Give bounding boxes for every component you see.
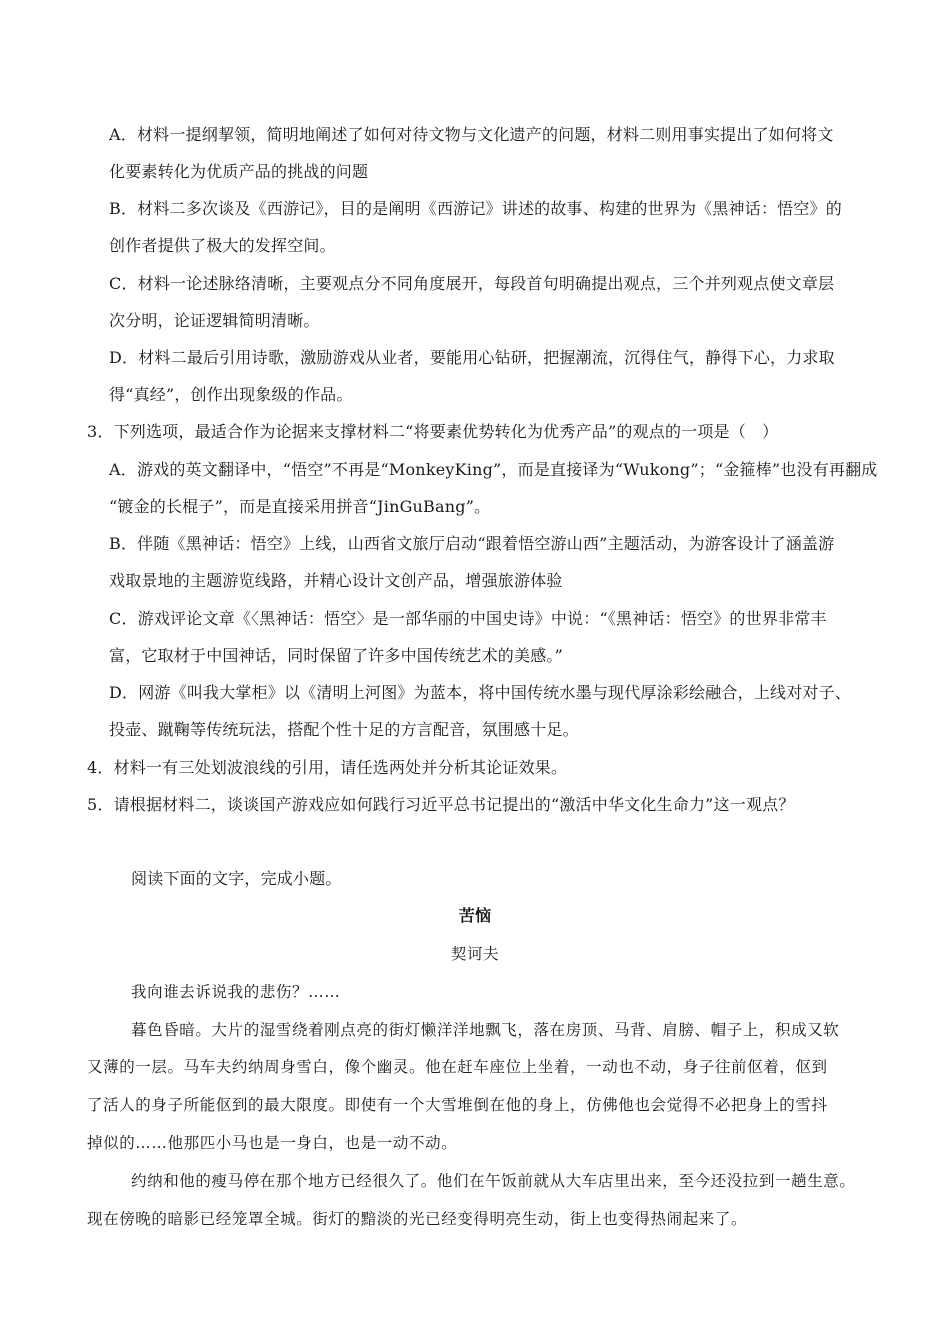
q3-option-b-line1: B．伴随《黑神话：悟空》上线，山西省文旅厅启动“跟着悟空游山西”主题活动，为游客设计了涵盖游 (109, 534, 835, 553)
passage-title: 苦恼 (458, 906, 492, 925)
q4-stem: 4．材料一有三处划波浪线的引用，请任选两处并分析其论证效果。 (87, 758, 568, 777)
passage-para2-line2: 现在傍晚的暗影已经笼罩全城。街灯的黯淡的光已经变得明亮生动，街上也变得热闹起来了。 (87, 1210, 748, 1228)
q3-option-a-line1: A．游戏的英文翻译中，“悟空”不再是“MonkeyKing”，而是直接译为“Wukong”；“金箍棒”也没有再翻成 (109, 460, 878, 479)
q3-option-d-line2: 投壶、蹴鞠等传统玩法，搭配个性十足的方言配音，氛围感十足。 (109, 720, 579, 739)
q3-stem: 3．下列选项，最适合作为论据来支撑材料二“将要素优势转化为优秀产品”的观点的一项是（ ） (87, 422, 779, 441)
q2-option-c-line2: 次分明，论证逻辑简明清晰。 (109, 311, 320, 330)
q5-stem: 5．请根据材料二，谈谈国产游戏应如何践行习近平总书记提出的“激活中华文化生命力”这一观点？ (87, 795, 795, 814)
q2-option-d-line2: 得“真经”，创作出现象级的作品。 (109, 385, 353, 404)
q3-option-c-line1: C．游戏评论文章《〈黑神话：悟空〉是一部华丽的中国史诗》中说：“《黑神话：悟空》的世界非常丰 (109, 609, 827, 628)
passage-para1-line3: 了活人的身子所能伛到的最大限度。即使有一个大雪堆倒在他的身上，仿佛他也会觉得不必把身上的雪抖 (87, 1096, 828, 1114)
passage-para1-line1: 暮色昏暗。大片的湿雪绕着刚点亮的街灯懒洋洋地飘飞，落在房顶、马背、肩膀、帽子上，积成又软 (131, 1021, 840, 1039)
q2-option-c-line1: C．材料一论述脉络清晰，主要观点分不同角度展开，每段首句明确提出观点，三个并列观点使文章层 (109, 274, 835, 293)
passage-para1-line2: 又薄的一层。马车夫约纳周身雪白，像个幽灵。他在赶车座位上坐着，一动也不动，身子往前伛着，伛到 (87, 1058, 828, 1076)
q3-option-a-line2: “镀金的长棍子”，而是直接采用拼音“JinGuBang”。 (109, 497, 491, 516)
passage-para2-line1: 约纳和他的瘦马停在那个地方已经很久了。他们在午饭前就从大车店里出来，至今还没拉到一趟生意。 (131, 1172, 856, 1190)
q2-option-b-line1: B．材料二多次谈及《西游记》，目的是阐明《西游记》讲述的故事、构建的世界为《黑神话：悟空》的 (109, 199, 842, 218)
q3-option-d-line1: D．网游《叫我大掌柜》以《清明上河图》为蓝本，将中国传统水墨与现代厚涂彩绘融合，上线对对子、 (109, 683, 852, 702)
passage-epigraph: 我向谁去诉说我的悲伤？…… (131, 983, 341, 1001)
q3-option-b-line2: 戏取景地的主题游览线路，并精心设计文创产品，增强旅游体验 (109, 571, 563, 590)
passage-author: 契诃夫 (450, 945, 500, 963)
passage-para1-line4: 掉似的……他那匹小马也是一身白，也是一动不动。 (87, 1134, 458, 1152)
q2-option-a-line1: A．材料一提纲挈领，简明地阐述了如何对待文物与文化遗产的问题，材料二则用事实提出了如何将文 (109, 125, 834, 144)
q2-option-a-line2: 化要素转化为优质产品的挑战的问题 (109, 162, 369, 181)
q3-option-c-line2: 富，它取材于中国神话，同时保留了许多中国传统艺术的美感。” (109, 646, 563, 665)
q2-option-d-line1: D．材料二最后引用诗歌，激励游戏从业者，要能用心钻研，把握潮流，沉得住气，静得下心，力求取 (109, 348, 835, 367)
reading-instruction: 阅读下面的文字，完成小题。 (131, 869, 342, 888)
q2-option-b-line2: 创作者提供了极大的发挥空间。 (109, 236, 336, 255)
